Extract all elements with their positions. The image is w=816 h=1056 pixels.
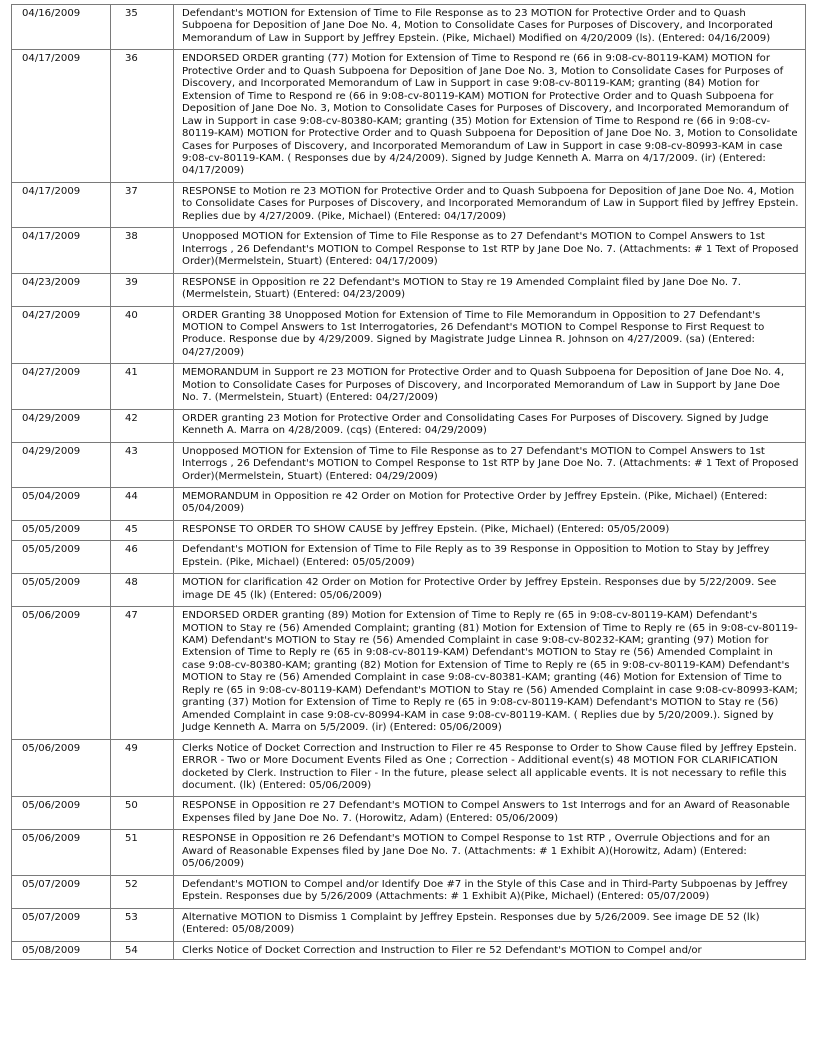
entry-text: Unopposed MOTION for Extension of Time to File Response as to 27 Defendant's MOTION to Compel Answers to 1st Interrogs , 26 Defendant's MOTION to Compel Response to 1st RTP by Jane Doe No. 7. (Attachments: # 1 Text of Proposed Order)(Mermelstein, Stuart) (Entered: 04/29/2009) bbox=[174, 442, 806, 487]
entry-date: 04/23/2009 bbox=[12, 273, 111, 306]
entry-date: 05/06/2009 bbox=[12, 797, 111, 830]
entry-number: 43 bbox=[111, 442, 174, 487]
entry-date: 05/06/2009 bbox=[12, 739, 111, 797]
entry-text: RESPONSE in Opposition re 27 Defendant's MOTION to Compel Answers to 1st Interrogs and for an Award of Reasonable Expenses filed by Jane Doe No. 7. (Horowitz, Adam) (Entered: 05/06/2009) bbox=[174, 797, 806, 830]
docket-entry-row bbox=[12, 5, 806, 50]
entry-text: MEMORANDUM in Opposition re 42 Order on Motion for Protective Order by Jeffrey Epstein. (Pike, Michael) (Entered: 05/04/2009) bbox=[174, 487, 806, 520]
docket-entry-row bbox=[12, 541, 806, 574]
docket-body bbox=[12, 5, 806, 960]
entry-date: 04/16/2009 bbox=[12, 5, 111, 50]
docket-entry-row bbox=[12, 273, 806, 306]
entry-text: ORDER granting 23 Motion for Protective Order and Consolidating Cases For Purposes of Discovery. Signed by Judge Kenneth A. Marra on 4/28/2009. (cqs) (Entered: 04/29/2009) bbox=[174, 409, 806, 442]
entry-text: ENDORSED ORDER granting (89) Motion for Extension of Time to Reply re (65 in 9:08-cv-80119-KAM) Defendant's MOTION to Stay re (56) Amended Complaint; granting (81) Motion for Extension of Time to Reply re (65 in 9:08-cv-80119-KAM) Defendant's MOTION to Stay re (56) Amended Complaint in case 9:08-cv-80232-KAM; granting (97) Motion for Extension of Time to Reply re (65 in 9:08-cv-80119-KAM) Defendant's MOTION to Stay re (56) Amended Complaint in case 9:08-cv-80380-KAM; granting (82) Motion for Extension of Time to Reply re (65 in 9:08-cv-80119-KAM) Defendant's MOTION to Stay re (56) Amended Complaint in case 9:08-cv-80381-KAM; granting (46) Motion for Extension of Time to Reply re (65 in 9:08-cv-80119-KAM) Defendant's MOTION to Stay re (56) Amended Complaint in case 9:08-cv-80993-KAM; granting (37) Motion for Extension of Time to Reply re (65 in 9:08-cv-80119-KAM) Defendant's MOTION to Stay re (56) Amended Complaint in case 9:08-cv-80994-KAM in case 9:08-cv-80119-KAM. ( Replies due by 5/20/2009.). Signed by Judge Kenneth A. Marra on 5/5/2009. (ir) (Entered: 05/06/2009) bbox=[174, 607, 806, 740]
entry-date: 05/05/2009 bbox=[12, 574, 111, 607]
docket-entry-row bbox=[12, 574, 806, 607]
entry-date: 04/17/2009 bbox=[12, 50, 111, 183]
entry-number: 35 bbox=[111, 5, 174, 50]
entry-number: 48 bbox=[111, 574, 174, 607]
entry-number: 41 bbox=[111, 364, 174, 409]
entry-number: 44 bbox=[111, 487, 174, 520]
docket-entry-row bbox=[12, 875, 806, 908]
entry-text: RESPONSE TO ORDER TO SHOW CAUSE by Jeffrey Epstein. (Pike, Michael) (Entered: 05/05/2009) bbox=[174, 520, 806, 540]
docket-entry-row bbox=[12, 520, 806, 540]
entry-number: 51 bbox=[111, 830, 174, 875]
entry-date: 04/27/2009 bbox=[12, 364, 111, 409]
entry-date: 05/05/2009 bbox=[12, 541, 111, 574]
entry-text: ORDER Granting 38 Unopposed Motion for Extension of Time to File Memorandum in Opposition to 27 Defendant's MOTION to Compel Answers to 1st Interrogatories, 26 Defendant's MOTION to Compel Response to First Request to Produce. Response due by 4/29/2009. Signed by Magistrate Judge Linnea R. Johnson on 4/27/2009. (sa) (Entered: 04/27/2009) bbox=[174, 306, 806, 364]
entry-number: 54 bbox=[111, 941, 174, 959]
docket-entry-row bbox=[12, 797, 806, 830]
entry-date: 04/29/2009 bbox=[12, 442, 111, 487]
docket-entry-row bbox=[12, 228, 806, 273]
entry-number: 49 bbox=[111, 739, 174, 797]
entry-text: RESPONSE in Opposition re 22 Defendant's MOTION to Stay re 19 Amended Complaint filed by Jane Doe No. 7. (Mermelstein, Stuart) (Entered: 04/23/2009) bbox=[174, 273, 806, 306]
docket-entry-row bbox=[12, 50, 806, 183]
entry-text: Clerks Notice of Docket Correction and Instruction to Filer re 52 Defendant's MOTION to Compel and/or bbox=[174, 941, 806, 959]
entry-date: 05/08/2009 bbox=[12, 941, 111, 959]
entry-text: RESPONSE to Motion re 23 MOTION for Protective Order and to Quash Subpoena for Deposition of Jane Doe No. 4, Motion to Consolidate Cases for Purposes of Discovery, and Incorporated Memorandum of Law in Support filed by Jeffrey Epstein. Replies due by 4/27/2009. (Pike, Michael) (Entered: 04/17/2009) bbox=[174, 182, 806, 227]
entry-text: MOTION for clarification 42 Order on Motion for Protective Order by Jeffrey Epstein. Responses due by 5/22/2009. See image DE 45 (lk) (Entered: 05/06/2009) bbox=[174, 574, 806, 607]
entry-number: 38 bbox=[111, 228, 174, 273]
entry-date: 04/29/2009 bbox=[12, 409, 111, 442]
entry-number: 47 bbox=[111, 607, 174, 740]
docket-entry-row bbox=[12, 487, 806, 520]
entry-number: 46 bbox=[111, 541, 174, 574]
entry-number: 53 bbox=[111, 908, 174, 941]
entry-date: 04/27/2009 bbox=[12, 306, 111, 364]
entry-number: 45 bbox=[111, 520, 174, 540]
entry-number: 52 bbox=[111, 875, 174, 908]
entry-number: 42 bbox=[111, 409, 174, 442]
docket-table bbox=[11, 4, 806, 960]
entry-number: 40 bbox=[111, 306, 174, 364]
docket-entry-row bbox=[12, 830, 806, 875]
docket-entry-row bbox=[12, 364, 806, 409]
docket-entry-row bbox=[12, 607, 806, 740]
entry-text: Alternative MOTION to Dismiss 1 Complaint by Jeffrey Epstein. Responses due by 5/26/2009. See image DE 52 (lk) (Entered: 05/08/2009) bbox=[174, 908, 806, 941]
entry-date: 04/17/2009 bbox=[12, 182, 111, 227]
docket-entry-row bbox=[12, 908, 806, 941]
entry-number: 50 bbox=[111, 797, 174, 830]
entry-text: Defendant's MOTION for Extension of Time to File Reply as to 39 Response in Opposition to Motion to Stay by Jeffrey Epstein. (Pike, Michael) (Entered: 05/05/2009) bbox=[174, 541, 806, 574]
entry-number: 37 bbox=[111, 182, 174, 227]
entry-number: 39 bbox=[111, 273, 174, 306]
docket-entry-row bbox=[12, 941, 806, 959]
entry-date: 05/05/2009 bbox=[12, 520, 111, 540]
docket-entry-row bbox=[12, 409, 806, 442]
entry-date: 05/07/2009 bbox=[12, 875, 111, 908]
entry-date: 04/17/2009 bbox=[12, 228, 111, 273]
entry-date: 05/07/2009 bbox=[12, 908, 111, 941]
entry-text: RESPONSE in Opposition re 26 Defendant's MOTION to Compel Response to 1st RTP , Overrule Objections and for an Award of Reasonable Expenses filed by Jane Doe No. 7. (Attachments: # 1 Exhibit A)(Horowitz, Adam) (Entered: 05/06/2009) bbox=[174, 830, 806, 875]
entry-text: Clerks Notice of Docket Correction and Instruction to Filer re 45 Response to Order to Show Cause filed by Jeffrey Epstein. ERROR - Two or More Document Events Filed as One ; Correction - Additional event(s) 48 MOTION FOR CLARIFICATION docketed by Clerk. Instruction to Filer - In the future, please select all applicable events. It is not necessary to refile this document. (lk) (Entered: 05/06/2009) bbox=[174, 739, 806, 797]
entry-text: Unopposed MOTION for Extension of Time to File Response as to 27 Defendant's MOTION to Compel Answers to 1st Interrogs , 26 Defendant's MOTION to Compel Response to 1st RTP by Jane Doe No. 7. (Attachments: # 1 Text of Proposed Order)(Mermelstein, Stuart) (Entered: 04/17/2009) bbox=[174, 228, 806, 273]
entry-text: MEMORANDUM in Support re 23 MOTION for Protective Order and to Quash Subpoena for Deposition of Jane Doe No. 4, Motion to Consolidate Cases for Purposes of Discovery, and Incorporated Memorandum of Law in Support by Jane Doe No. 7. (Mermelstein, Stuart) (Entered: 04/27/2009) bbox=[174, 364, 806, 409]
entry-number: 36 bbox=[111, 50, 174, 183]
entry-date: 05/04/2009 bbox=[12, 487, 111, 520]
docket-entry-row bbox=[12, 306, 806, 364]
docket-entry-row bbox=[12, 182, 806, 227]
docket-entry-row bbox=[12, 739, 806, 797]
entry-text: ENDORSED ORDER granting (77) Motion for Extension of Time to Respond re (66 in 9:08-cv-80119-KAM) MOTION for Protective Order and to Quash Subpoena for Deposition of Jane Doe No. 3, Motion to Consolidate Cases for Purposes of Discovery, and Incorporated Memorandum of Law in Support in case 9:08-cv-80119-KAM; granting (84) Motion for Extension of Time to Respond re (66 in 9:08-cv-80119-KAM) MOTION for Protective Order and to Quash Subpoena for Deposition of Jane Doe No. 3, Motion to Consolidate Cases for Purposes of Discovery, and Incorporated Memorandum of Law in Support in case 9:08-cv-80380-KAM; granting (35) Motion for Extension of Time to Respond re (66 in 9:08-cv-80119-KAM) MOTION for Protective Order and to Quash Subpoena for Deposition of Jane Doe No. 3, Motion to Consolidate Cases for Purposes of Discovery, and Incorporated Memorandum of Law in Support in case 9:08-cv-80993-KAM in case 9:08-cv-80119-KAM. ( Responses due by 4/24/2009). Signed by Judge Kenneth A. Marra on 4/17/2009. (ir) (Entered: 04/17/2009) bbox=[174, 50, 806, 183]
entry-text: Defendant's MOTION for Extension of Time to File Response as to 23 MOTION for Protective Order and to Quash Subpoena for Deposition of Jane Doe No. 4, Motion to Consolidate Cases for Purposes of Discovery, and Incorporated Memorandum of Law in Support by Jeffrey Epstein. (Pike, Michael) Modified on 4/20/2009 (ls). (Entered: 04/16/2009) bbox=[174, 5, 806, 50]
docket-entry-row bbox=[12, 442, 806, 487]
entry-date: 05/06/2009 bbox=[12, 830, 111, 875]
entry-text: Defendant's MOTION to Compel and/or Identify Doe #7 in the Style of this Case and in Third-Party Subpoenas by Jeffrey Epstein. Responses due by 5/26/2009 (Attachments: # 1 Exhibit A)(Pike, Michael) (Entered: 05/07/2009) bbox=[174, 875, 806, 908]
entry-date: 05/06/2009 bbox=[12, 607, 111, 740]
